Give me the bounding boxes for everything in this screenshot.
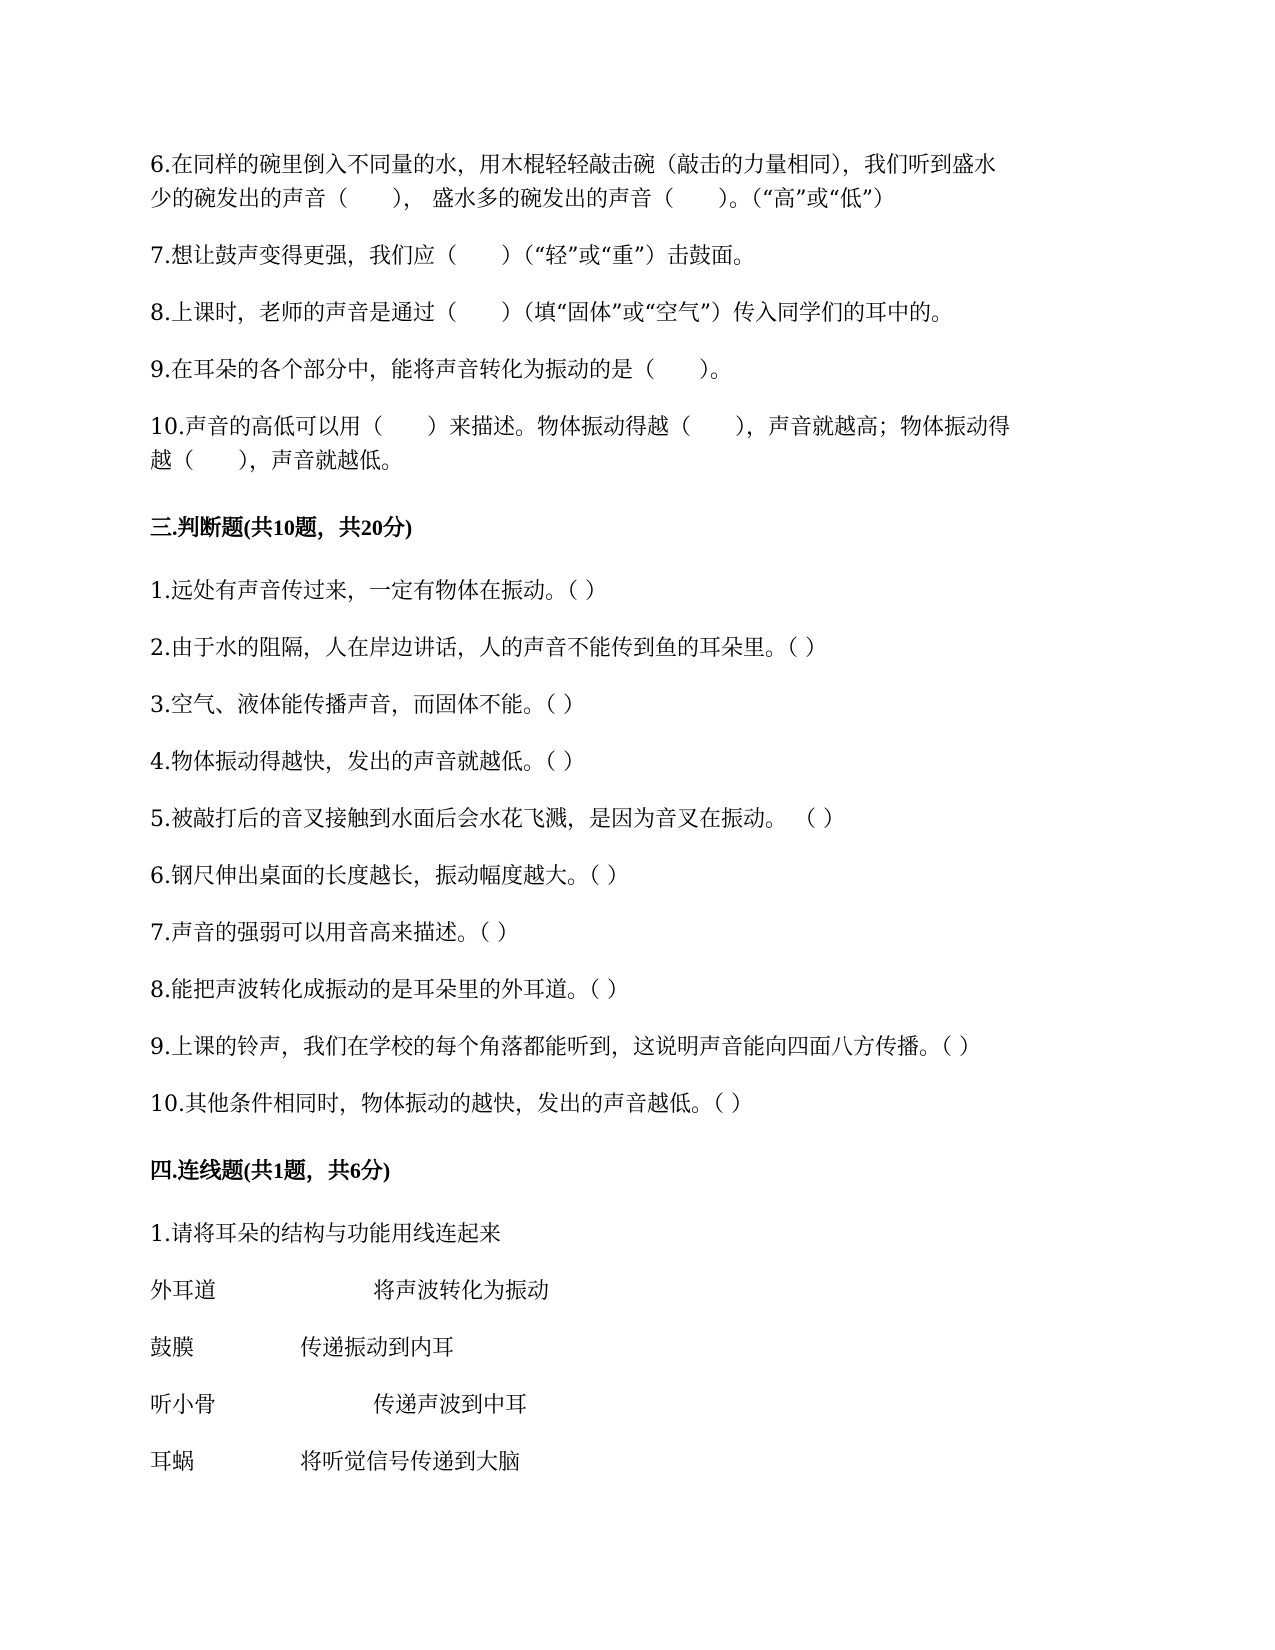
judge-question-3: 3.空气、液体能传播声音，而固体不能。（ ） — [150, 693, 585, 718]
match-right-item-4: 将听觉信号传递到大脑 — [300, 1450, 521, 1475]
match-right-item-2: 传递振动到内耳 — [300, 1336, 455, 1361]
judge-question-4: 4.物体振动得越快，发出的声音就越低。（ ） — [150, 750, 585, 775]
judge-question-10: 10.其他条件相同时，物体振动的越快，发出的声音越低。（ ） — [150, 1092, 753, 1117]
judge-question-6: 6.钢尺伸出桌面的长度越长，振动幅度越大。（ ） — [150, 864, 629, 889]
judge-question-2: 2.由于水的阻隔，人在岸边讲话，人的声音不能传到鱼的耳朵里。（ ） — [150, 636, 827, 661]
judge-question-1: 1.远处有声音传过来，一定有物体在振动。（ ） — [150, 579, 607, 604]
match-left-item-2: 鼓膜 — [150, 1336, 195, 1361]
judge-question-5: 5.被敲打后的音叉接触到水面后会水花飞溅，是因为音叉在振动。 （ ） — [150, 807, 845, 832]
match-left-item-1: 外耳道 — [150, 1279, 217, 1304]
match-right-item-3: 传递声波到中耳 — [373, 1393, 528, 1418]
match-left-item-3: 听小骨 — [150, 1393, 217, 1418]
match-left-item-4: 耳蜗 — [150, 1450, 195, 1475]
fill-question-8: 8.上课时，老师的声音是通过（ ）（填“固体”或“空气”）传入同学们的耳中的。 — [150, 301, 953, 326]
fill-question-6-line-2: 少的碗发出的声音（ ）， 盛水多的碗发出的声音（ ）。（“高”或“低”） — [150, 187, 895, 212]
judge-question-7: 7.声音的强弱可以用音高来描述。（ ） — [150, 921, 519, 946]
section-4-heading: 四.连线题(共1题，共6分) — [150, 1158, 391, 1183]
fill-question-6-line-1: 6.在同样的碗里倒入不同量的水，用木棍轻轻敲击碗（敲击的力量相同），我们听到盛水 — [150, 153, 996, 178]
fill-question-7: 7.想让鼓声变得更强，我们应（ ）（“轻”或“重”）击鼓面。 — [150, 244, 755, 269]
match-right-item-1: 将声波转化为振动 — [373, 1279, 550, 1304]
judge-question-8: 8.能把声波转化成振动的是耳朵里的外耳道。（ ） — [150, 978, 629, 1003]
match-question-1: 1.请将耳朵的结构与功能用线连起来 — [150, 1222, 501, 1247]
section-3-heading: 三.判断题(共10题，共20分) — [150, 515, 413, 540]
fill-question-10-line-2: 越（ ），声音就越低。 — [150, 449, 404, 474]
judge-question-9: 9.上课的铃声，我们在学校的每个角落都能听到，这说明声音能向四面八方传播。（ ） — [150, 1035, 981, 1060]
fill-question-10-line-1: 10.声音的高低可以用（ ）来描述。物体振动得越（ ），声音就越高；物体振动得 — [150, 415, 1010, 440]
fill-question-9: 9.在耳朵的各个部分中，能将声音转化为振动的是（ ）。 — [150, 358, 732, 383]
